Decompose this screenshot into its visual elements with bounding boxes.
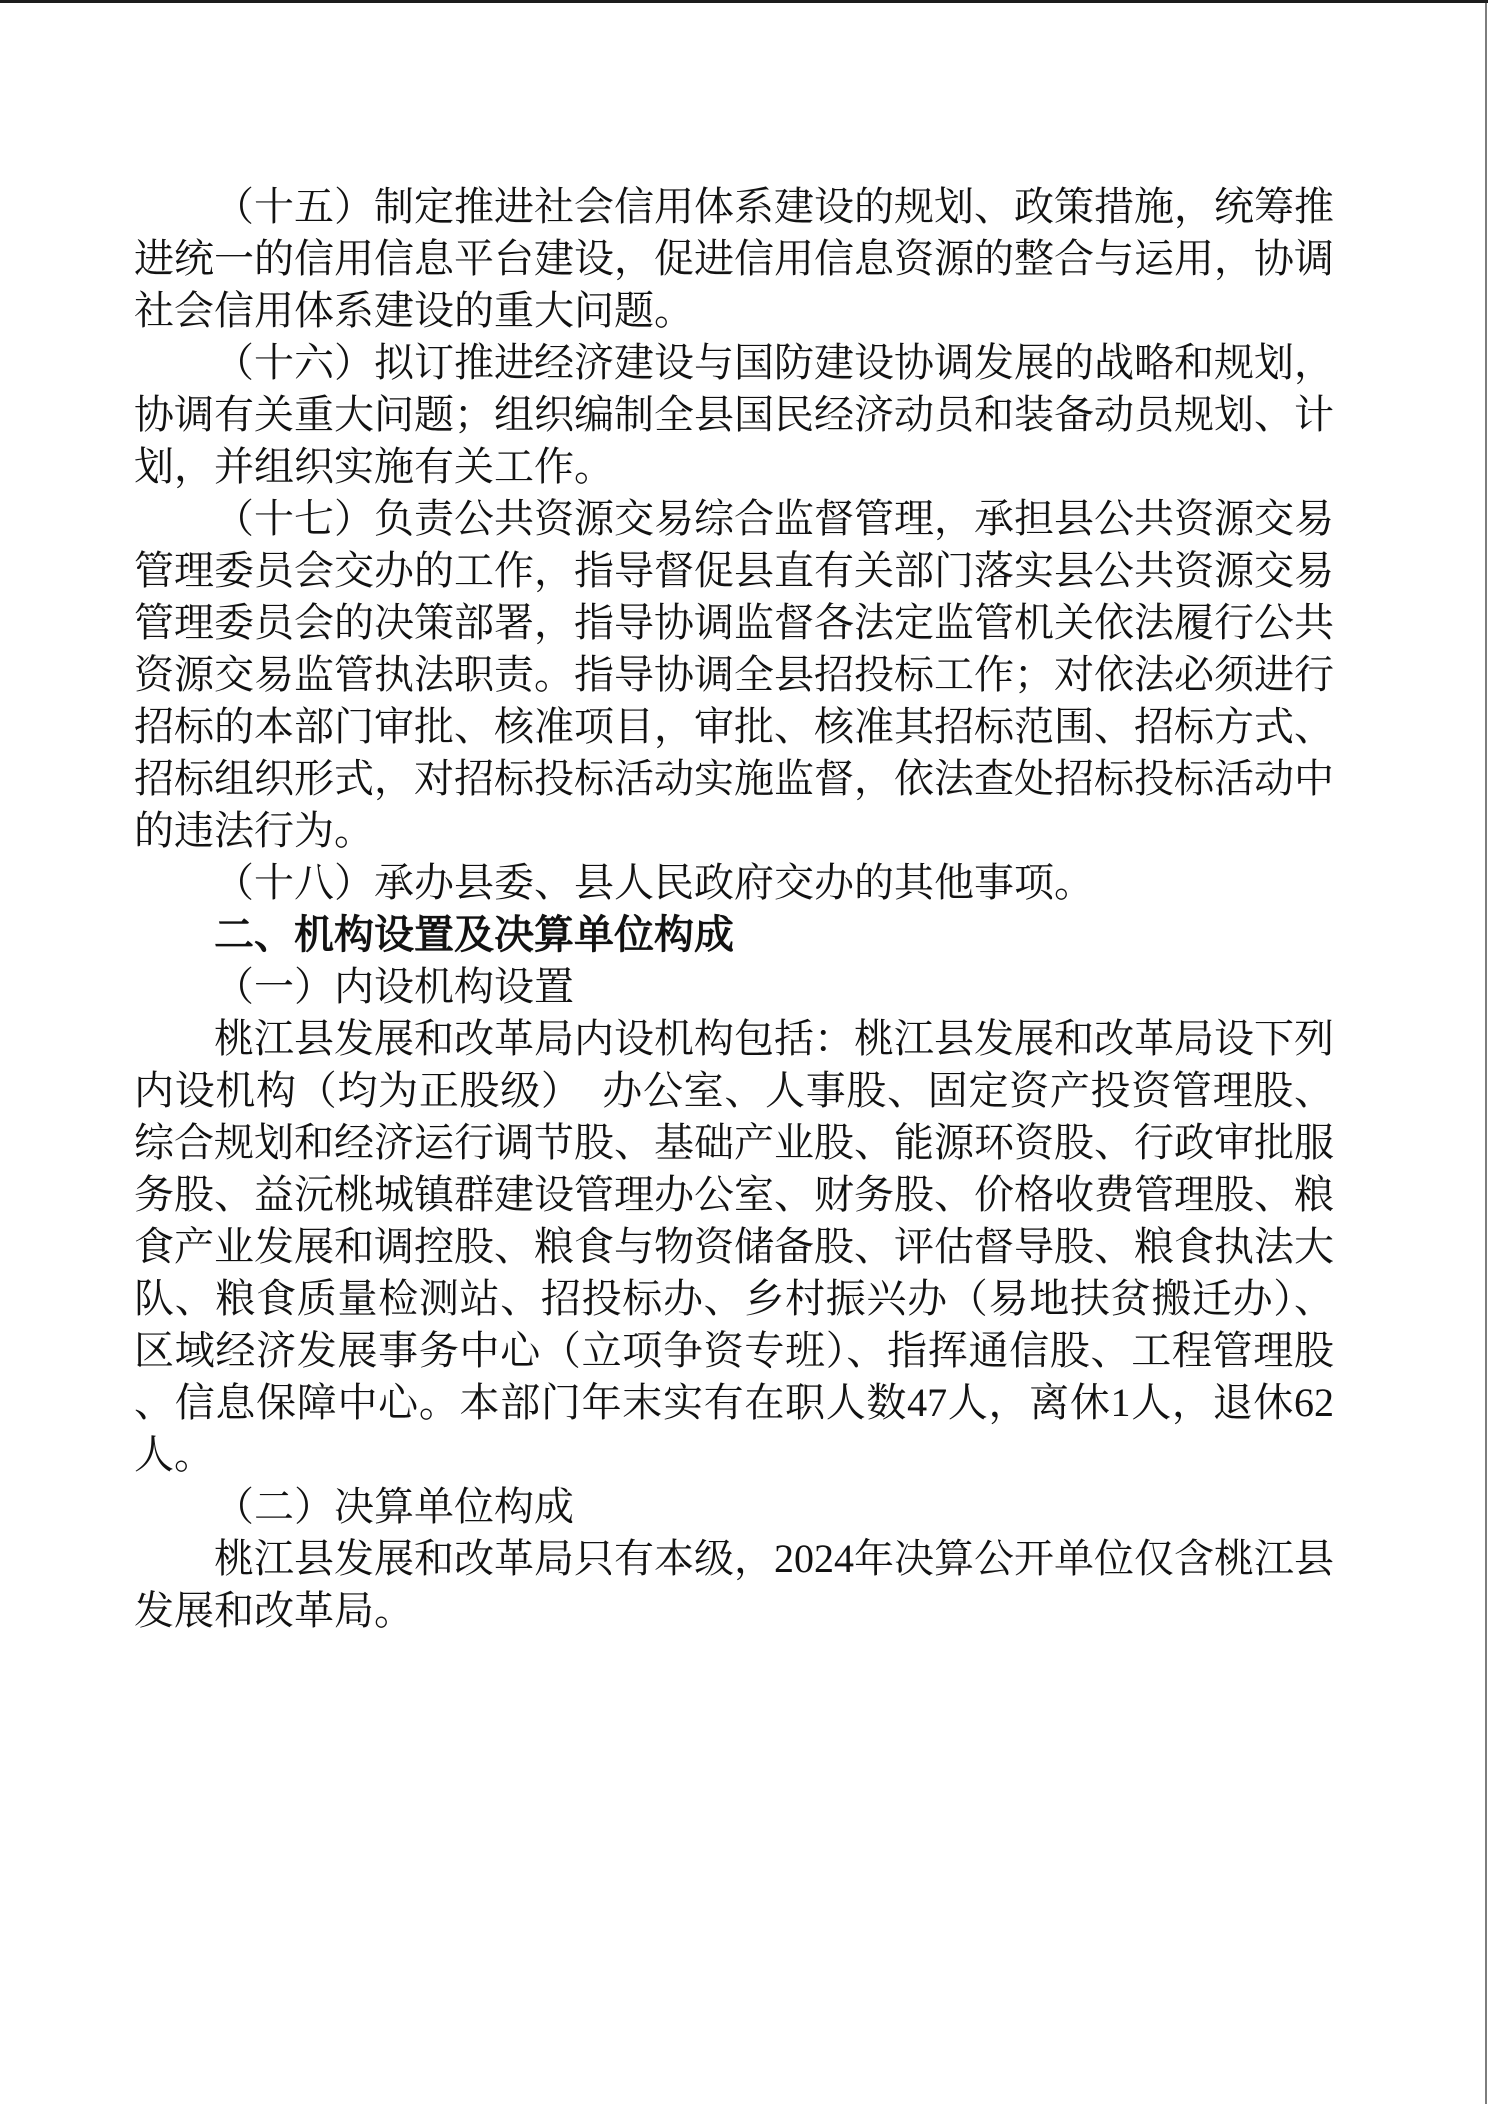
text-line: 招标的本部门审批、核准项目，审批、核准其招标范围、招标方式、: [134, 704, 1334, 749]
text-line: 综合规划和经济运行调节股、基础产业股、能源环资股、行政审批服: [134, 1120, 1334, 1165]
text-line: （十六）拟订推进经济建设与国防建设协调发展的战略和规划，: [214, 340, 1334, 385]
text-line: 划，并组织实施有关工作。: [134, 444, 614, 489]
text-line: 发展和改革局。: [134, 1588, 414, 1633]
section-heading: 二、机构设置及决算单位构成: [214, 913, 734, 957]
text-line: 内设机构（均为正股级） 办公室、人事股、固定资产投资管理股、: [134, 1068, 1334, 1113]
text-line: （十七）负责公共资源交易综合监督管理，承担县公共资源交易: [214, 496, 1334, 541]
text-line: 区域经济发展事务中心（立项争资专班）、指挥通信股、工程管理股: [134, 1328, 1334, 1373]
text-line: 协调有关重大问题；组织编制全县国民经济动员和装备动员规划、计: [134, 392, 1334, 437]
text-line: 的违法行为。: [134, 808, 374, 853]
text-line: 桃江县发展和改革局只有本级，2024年决算公开单位仅含桃江县: [214, 1536, 1334, 1581]
text-line: 进统一的信用信息平台建设，促进信用信息资源的整合与运用，协调: [134, 236, 1334, 281]
text-line: 、信息保障中心。本部门年末实有在职人数47人，离休1人，退休62: [134, 1380, 1334, 1425]
text-line: （二）决算单位构成: [214, 1484, 574, 1529]
text-line: 队、粮食质量检测站、招投标办、乡村振兴办（易地扶贫搬迁办）、: [134, 1276, 1334, 1321]
text-line: 管理委员会的决策部署，指导协调监督各法定监管机关依法履行公共: [134, 600, 1334, 645]
text-line: （十八）承办县委、县人民政府交办的其他事项。: [214, 860, 1094, 905]
text-line: 人。: [134, 1432, 214, 1477]
text-line: 招标组织形式，对招标投标活动实施监督，依法查处招标投标活动中: [134, 756, 1334, 801]
text-line: （一）内设机构设置: [214, 964, 574, 1009]
text-line: 资源交易监管执法职责。指导协调全县招投标工作；对依法必须进行: [134, 652, 1334, 697]
text-line: （十五）制定推进社会信用体系建设的规划、政策措施，统筹推: [214, 184, 1334, 229]
text-line: 务股、益沅桃城镇群建设管理办公室、财务股、价格收费管理股、粮: [134, 1172, 1334, 1217]
text-line: 桃江县发展和改革局内设机构包括：桃江县发展和改革局设下列: [214, 1016, 1334, 1061]
text-line: 管理委员会交办的工作，指导督促县直有关部门落实县公共资源交易: [134, 548, 1334, 593]
text-line: 食产业发展和调控股、粮食与物资储备股、评估督导股、粮食执法大: [134, 1224, 1334, 1269]
page-top-border: [0, 0, 1488, 3]
text-line: 社会信用体系建设的重大问题。: [134, 288, 694, 333]
document-text: [134, 181, 1334, 1637]
page-right-border: [1485, 3, 1487, 2104]
